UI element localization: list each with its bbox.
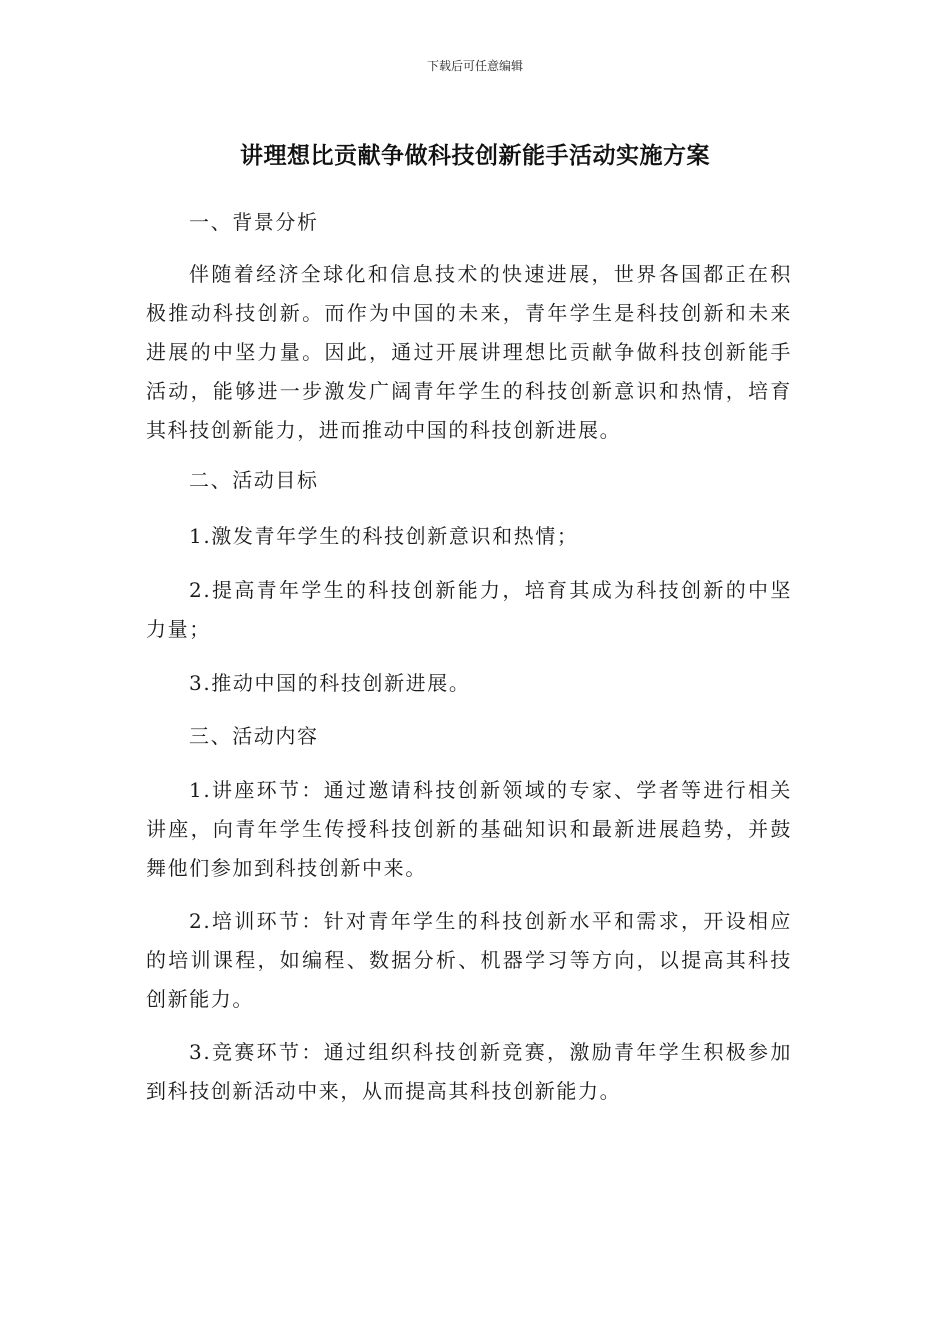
content-item-2-block	[146, 902, 792, 1019]
goal-item-1: 1.激发青年学生的科技创新意识和热情；	[189, 524, 579, 548]
goal-item-3-block	[146, 664, 792, 703]
content-item-competition: 3.竞赛环节：通过组织科技创新竞赛，激励青年学生积极参加到科技创新活动中来，从而提高其科技创新能力。	[146, 1040, 792, 1103]
background-paragraph: 伴随着经济全球化和信息技术的快速进展，世界各国都正在积极推动科技创新。而作为中国的未来，青年学生是科技创新和未来进展的中坚力量。因此，通过开展讲理想比贡献争做科技创新能手活动，能够进一步激发广阔青年学生的科技创新意识和热情，培育其科技创新能力，进而推动中国的科技创新进展。	[146, 262, 792, 442]
heading-content: 三、活动内容	[189, 724, 319, 748]
section-heading-content	[146, 717, 792, 756]
heading-background: 一、背景分析	[189, 210, 319, 234]
header-note: 下载后可任意编辑	[426, 59, 523, 73]
document-title: 讲理想比贡献争做科技创新能手活动实施方案	[240, 143, 710, 169]
content-item-lecture: 1.讲座环节：通过邀请科技创新领域的专家、学者等进行相关讲座，向青年学生传授科技创新的基础知识和最新进展趋势，并鼓舞他们参加到科技创新中来。	[146, 778, 792, 880]
goal-item-2-block	[146, 571, 792, 649]
section-heading-goals	[146, 461, 792, 500]
section-heading-background	[146, 203, 792, 242]
background-paragraph-block	[146, 255, 792, 450]
goal-item-3: 3.推动中国的科技创新进展。	[189, 671, 471, 695]
content-item-3-block	[146, 1033, 792, 1111]
goal-item-2: 2.提高青年学生的科技创新能力，培育其成为科技创新的中坚力量；	[146, 578, 792, 641]
heading-goals: 二、活动目标	[189, 468, 319, 492]
goal-item-1-block	[146, 517, 792, 556]
content-item-1-block	[146, 771, 792, 888]
content-item-training: 2.培训环节：针对青年学生的科技创新水平和需求，开设相应的培训课程，如编程、数据分析、机器学习等方向，以提高其科技创新能力。	[146, 909, 792, 1011]
